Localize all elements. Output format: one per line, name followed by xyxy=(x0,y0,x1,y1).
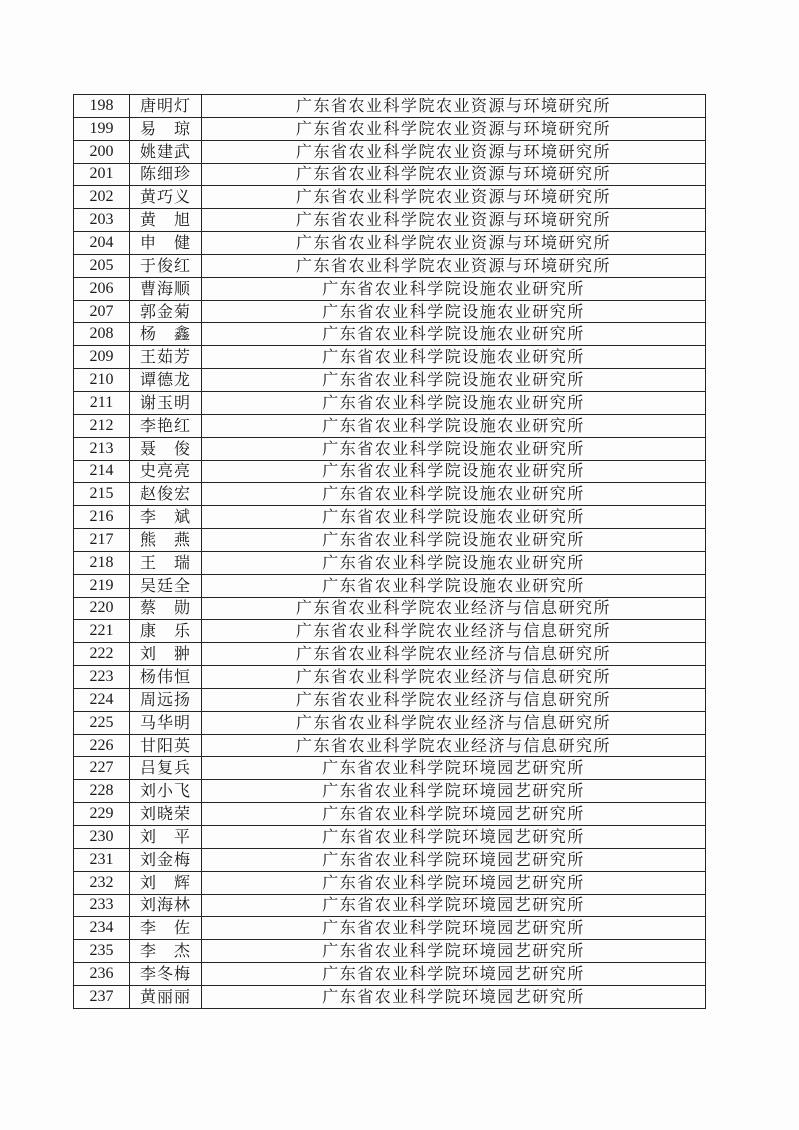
table-row xyxy=(74,346,706,369)
table-row xyxy=(74,757,706,780)
roster-table xyxy=(73,94,706,1009)
person-name: 刘 平 xyxy=(130,826,202,849)
table-row xyxy=(74,300,706,323)
roster-table-body xyxy=(74,95,706,1009)
row-number: 233 xyxy=(74,894,130,917)
row-number: 216 xyxy=(74,506,130,529)
row-number: 208 xyxy=(74,323,130,346)
table-row xyxy=(74,848,706,871)
row-number: 220 xyxy=(74,597,130,620)
row-number: 228 xyxy=(74,780,130,803)
work-unit: 广东省农业科学院环境园艺研究所 xyxy=(202,871,706,894)
work-unit: 广东省农业科学院设施农业研究所 xyxy=(202,506,706,529)
row-number: 227 xyxy=(74,757,130,780)
table-row xyxy=(74,574,706,597)
work-unit: 广东省农业科学院环境园艺研究所 xyxy=(202,940,706,963)
work-unit: 广东省农业科学院环境园艺研究所 xyxy=(202,894,706,917)
person-name: 李 斌 xyxy=(130,506,202,529)
work-unit: 广东省农业科学院农业经济与信息研究所 xyxy=(202,597,706,620)
row-number: 225 xyxy=(74,711,130,734)
row-number: 198 xyxy=(74,95,130,118)
person-name: 刘金梅 xyxy=(130,848,202,871)
row-number: 202 xyxy=(74,186,130,209)
work-unit: 广东省农业科学院农业经济与信息研究所 xyxy=(202,643,706,666)
row-number: 237 xyxy=(74,985,130,1008)
table-row xyxy=(74,460,706,483)
row-number: 212 xyxy=(74,414,130,437)
row-number: 200 xyxy=(74,140,130,163)
work-unit: 广东省农业科学院环境园艺研究所 xyxy=(202,917,706,940)
table-row xyxy=(74,620,706,643)
work-unit: 广东省农业科学院农业资源与环境研究所 xyxy=(202,117,706,140)
row-number: 219 xyxy=(74,574,130,597)
row-number: 224 xyxy=(74,688,130,711)
person-name: 于俊红 xyxy=(130,254,202,277)
work-unit: 广东省农业科学院环境园艺研究所 xyxy=(202,848,706,871)
person-name: 姚建武 xyxy=(130,140,202,163)
table-row xyxy=(74,597,706,620)
table-row xyxy=(74,209,706,232)
person-name: 黄丽丽 xyxy=(130,985,202,1008)
row-number: 201 xyxy=(74,163,130,186)
work-unit: 广东省农业科学院农业资源与环境研究所 xyxy=(202,254,706,277)
work-unit: 广东省农业科学院设施农业研究所 xyxy=(202,277,706,300)
person-name: 吴廷全 xyxy=(130,574,202,597)
work-unit: 广东省农业科学院农业经济与信息研究所 xyxy=(202,688,706,711)
work-unit: 广东省农业科学院环境园艺研究所 xyxy=(202,803,706,826)
person-name: 谭德龙 xyxy=(130,369,202,392)
row-number: 207 xyxy=(74,300,130,323)
row-number: 234 xyxy=(74,917,130,940)
table-row xyxy=(74,666,706,689)
table-row xyxy=(74,643,706,666)
person-name: 陈细珍 xyxy=(130,163,202,186)
person-name: 史亮亮 xyxy=(130,460,202,483)
person-name: 蔡 勋 xyxy=(130,597,202,620)
work-unit: 广东省农业科学院设施农业研究所 xyxy=(202,369,706,392)
table-row xyxy=(74,711,706,734)
work-unit: 广东省农业科学院农业资源与环境研究所 xyxy=(202,163,706,186)
work-unit: 广东省农业科学院农业资源与环境研究所 xyxy=(202,232,706,255)
table-row xyxy=(74,963,706,986)
work-unit: 广东省农业科学院设施农业研究所 xyxy=(202,346,706,369)
person-name: 郭金菊 xyxy=(130,300,202,323)
work-unit: 广东省农业科学院设施农业研究所 xyxy=(202,460,706,483)
table-row xyxy=(74,163,706,186)
person-name: 甘阳英 xyxy=(130,734,202,757)
work-unit: 广东省农业科学院设施农业研究所 xyxy=(202,551,706,574)
table-row xyxy=(74,186,706,209)
work-unit: 广东省农业科学院环境园艺研究所 xyxy=(202,780,706,803)
person-name: 刘海林 xyxy=(130,894,202,917)
row-number: 229 xyxy=(74,803,130,826)
row-number: 205 xyxy=(74,254,130,277)
row-number: 223 xyxy=(74,666,130,689)
person-name: 王 瑞 xyxy=(130,551,202,574)
table-row xyxy=(74,140,706,163)
person-name: 赵俊宏 xyxy=(130,483,202,506)
table-row xyxy=(74,551,706,574)
row-number: 218 xyxy=(74,551,130,574)
person-name: 刘 辉 xyxy=(130,871,202,894)
person-name: 曹海顺 xyxy=(130,277,202,300)
person-name: 黄 旭 xyxy=(130,209,202,232)
work-unit: 广东省农业科学院设施农业研究所 xyxy=(202,483,706,506)
person-name: 刘 翀 xyxy=(130,643,202,666)
work-unit: 广东省农业科学院环境园艺研究所 xyxy=(202,963,706,986)
work-unit: 广东省农业科学院设施农业研究所 xyxy=(202,414,706,437)
work-unit: 广东省农业科学院农业经济与信息研究所 xyxy=(202,711,706,734)
person-name: 康 乐 xyxy=(130,620,202,643)
work-unit: 广东省农业科学院农业资源与环境研究所 xyxy=(202,186,706,209)
row-number: 206 xyxy=(74,277,130,300)
row-number: 226 xyxy=(74,734,130,757)
table-row xyxy=(74,506,706,529)
person-name: 马华明 xyxy=(130,711,202,734)
row-number: 199 xyxy=(74,117,130,140)
person-name: 周远扬 xyxy=(130,688,202,711)
table-row xyxy=(74,95,706,118)
work-unit: 广东省农业科学院农业经济与信息研究所 xyxy=(202,734,706,757)
work-unit: 广东省农业科学院设施农业研究所 xyxy=(202,391,706,414)
row-number: 209 xyxy=(74,346,130,369)
table-row xyxy=(74,826,706,849)
table-row xyxy=(74,277,706,300)
work-unit: 广东省农业科学院设施农业研究所 xyxy=(202,529,706,552)
row-number: 213 xyxy=(74,437,130,460)
person-name: 易 琼 xyxy=(130,117,202,140)
work-unit: 广东省农业科学院环境园艺研究所 xyxy=(202,826,706,849)
work-unit: 广东省农业科学院环境园艺研究所 xyxy=(202,985,706,1008)
person-name: 杨 鑫 xyxy=(130,323,202,346)
table-row xyxy=(74,780,706,803)
person-name: 杨伟恒 xyxy=(130,666,202,689)
work-unit: 广东省农业科学院设施农业研究所 xyxy=(202,300,706,323)
work-unit: 广东省农业科学院农业资源与环境研究所 xyxy=(202,140,706,163)
table-row xyxy=(74,529,706,552)
row-number: 210 xyxy=(74,369,130,392)
row-number: 236 xyxy=(74,963,130,986)
person-name: 李 杰 xyxy=(130,940,202,963)
table-row xyxy=(74,117,706,140)
table-row xyxy=(74,985,706,1008)
table-row xyxy=(74,254,706,277)
row-number: 204 xyxy=(74,232,130,255)
person-name: 李艳红 xyxy=(130,414,202,437)
row-number: 211 xyxy=(74,391,130,414)
row-number: 232 xyxy=(74,871,130,894)
person-name: 刘晓荣 xyxy=(130,803,202,826)
table-row xyxy=(74,917,706,940)
row-number: 235 xyxy=(74,940,130,963)
person-name: 谢玉明 xyxy=(130,391,202,414)
work-unit: 广东省农业科学院环境园艺研究所 xyxy=(202,757,706,780)
row-number: 231 xyxy=(74,848,130,871)
row-number: 222 xyxy=(74,643,130,666)
person-name: 李 佐 xyxy=(130,917,202,940)
person-name: 吕复兵 xyxy=(130,757,202,780)
person-name: 聂 俊 xyxy=(130,437,202,460)
work-unit: 广东省农业科学院农业经济与信息研究所 xyxy=(202,620,706,643)
table-row xyxy=(74,940,706,963)
table-row xyxy=(74,414,706,437)
work-unit: 广东省农业科学院设施农业研究所 xyxy=(202,574,706,597)
table-row xyxy=(74,483,706,506)
person-name: 熊 燕 xyxy=(130,529,202,552)
row-number: 214 xyxy=(74,460,130,483)
table-row xyxy=(74,437,706,460)
row-number: 230 xyxy=(74,826,130,849)
row-number: 215 xyxy=(74,483,130,506)
table-row xyxy=(74,369,706,392)
table-row xyxy=(74,894,706,917)
person-name: 黄巧义 xyxy=(130,186,202,209)
work-unit: 广东省农业科学院农业资源与环境研究所 xyxy=(202,95,706,118)
work-unit: 广东省农业科学院农业资源与环境研究所 xyxy=(202,209,706,232)
row-number: 203 xyxy=(74,209,130,232)
table-row xyxy=(74,871,706,894)
person-name: 唐明灯 xyxy=(130,95,202,118)
work-unit: 广东省农业科学院设施农业研究所 xyxy=(202,323,706,346)
table-row xyxy=(74,688,706,711)
person-name: 刘小飞 xyxy=(130,780,202,803)
table-row xyxy=(74,232,706,255)
work-unit: 广东省农业科学院设施农业研究所 xyxy=(202,437,706,460)
row-number: 221 xyxy=(74,620,130,643)
person-name: 申 健 xyxy=(130,232,202,255)
table-row xyxy=(74,391,706,414)
person-name: 王茹芳 xyxy=(130,346,202,369)
table-row xyxy=(74,734,706,757)
work-unit: 广东省农业科学院农业经济与信息研究所 xyxy=(202,666,706,689)
table-row xyxy=(74,803,706,826)
table-row xyxy=(74,323,706,346)
row-number: 217 xyxy=(74,529,130,552)
person-name: 李冬梅 xyxy=(130,963,202,986)
